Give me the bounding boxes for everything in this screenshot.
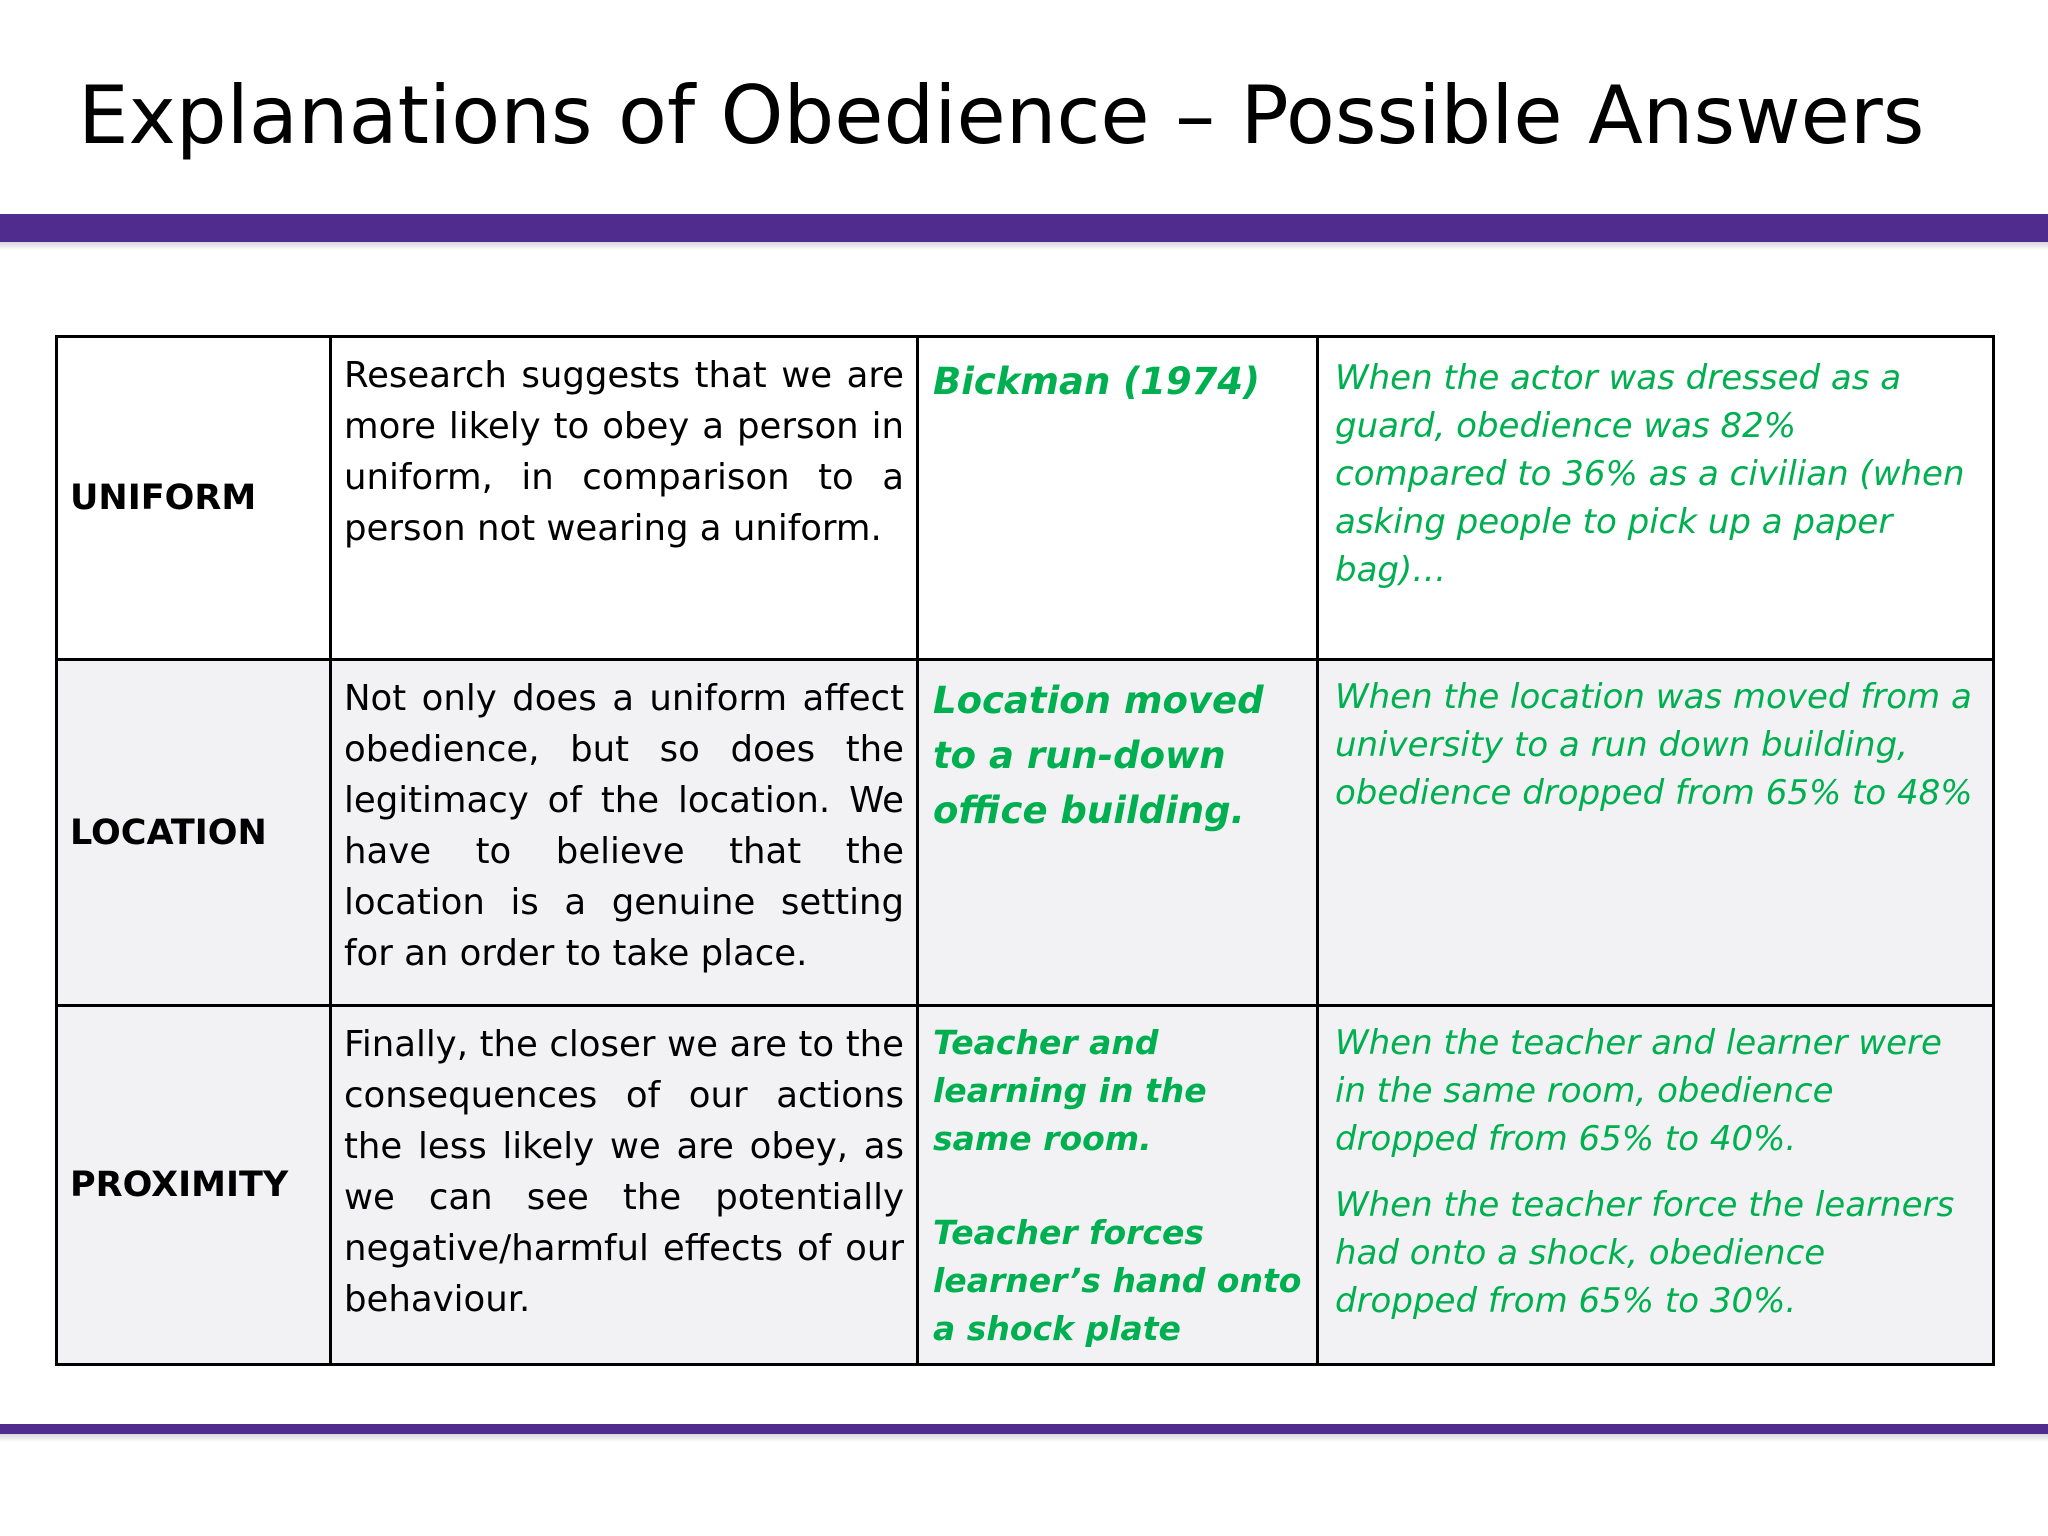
row-study-proximity xyxy=(918,1006,1318,1365)
row-description-uniform: Research suggests that we are more likely to obey a person in uniform, in comparison to a person not wearing a uniform. xyxy=(331,337,918,660)
study-text: Bickman (1974) xyxy=(933,360,1260,403)
row-label-uniform: UNIFORM xyxy=(57,337,331,660)
answers-table xyxy=(55,335,1995,1366)
row-label-proximity: PROXIMITY xyxy=(57,1006,331,1365)
table-row-proximity xyxy=(57,1006,1994,1365)
study-text: Location moved to a run-down office building. xyxy=(933,679,1264,832)
result-text: When the actor was dressed as a guard, obedience was 82% compared to 36% as a civilian (when asking people to pick up a paper bag)… xyxy=(1335,358,1965,590)
row-study-location xyxy=(918,660,1318,1006)
top-divider-shadow xyxy=(0,242,2048,250)
bottom-divider-shadow xyxy=(0,1434,2048,1442)
row-description-proximity: Finally, the closer we are to the consequences of our actions the less likely we are obey, as we can see the potentially negative/harmful effects of our behaviour. xyxy=(331,1006,918,1365)
result-text: When the location was moved from a university to a run down building, obedience dropped from 65% to 48% xyxy=(1335,677,1973,813)
row-description-location: Not only does a uniform affect obedience, but so does the legitimacy of the location. We have to believe that the location is a genuine setting for an order to take place. xyxy=(331,660,918,1006)
study-text: Teacher forces learner’s hand onto a shock plate xyxy=(933,1213,1302,1348)
row-study-uniform xyxy=(918,337,1318,660)
slide-title: Explanations of Obedience – Possible Answers xyxy=(78,69,1925,162)
table-row-uniform xyxy=(57,337,1994,660)
row-label-location: LOCATION xyxy=(57,660,331,1006)
bottom-divider-bar xyxy=(0,1424,2048,1434)
result-text: When the teacher and learner were in the same room, obedience dropped from 65% to 40%. xyxy=(1335,1023,1942,1159)
row-result-uniform xyxy=(1318,337,1994,660)
row-result-location xyxy=(1318,660,1994,1006)
row-result-proximity xyxy=(1318,1006,1994,1365)
study-text: Teacher and learning in the same room. xyxy=(933,1023,1207,1158)
top-divider-bar xyxy=(0,214,2048,242)
table-row-location xyxy=(57,660,1994,1006)
result-text: When the teacher force the learners had onto a shock, obedience dropped from 65% to 30%. xyxy=(1335,1185,1955,1321)
